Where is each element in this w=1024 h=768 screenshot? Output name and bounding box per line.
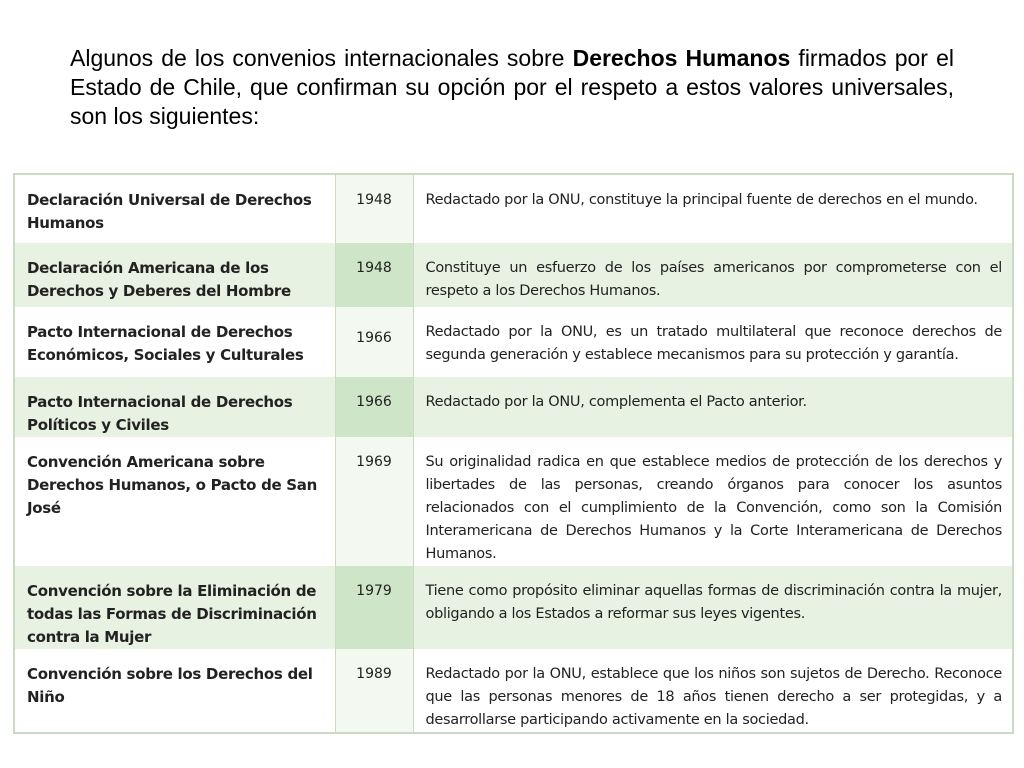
convention-name: Convención Americana sobre Derechos Humanos, o Pacto de San José xyxy=(14,437,335,566)
convention-year: 1989 xyxy=(335,649,413,733)
convention-year: 1948 xyxy=(335,174,413,243)
convention-name: Declaración Universal de Derechos Humanos xyxy=(14,174,335,243)
intro-text-after: firmados por el Estado de Chile, que confirman su opción por el respeto a estos valores universales, son los siguientes: xyxy=(70,45,954,129)
convention-year: 1966 xyxy=(335,307,413,377)
convention-description: Su originalidad radica en que establece medios de protección de los derechos y libertades de las personas, creando órganos para conocer los asuntos relacionados con el cumplimiento de la Convención, como son la Comisión Interamericana de Derechos Humanos y la Corte Interamericana de Derechos Humanos. xyxy=(413,437,1013,566)
table-row xyxy=(14,437,1013,566)
table-row xyxy=(14,377,1013,437)
convention-year: 1979 xyxy=(335,566,413,649)
convention-description: Redactado por la ONU, complementa el Pacto anterior. xyxy=(413,377,1013,437)
convention-description: Redactado por la ONU, establece que los niños son sujetos de Derecho. Reconoce que las personas menores de 18 años tienen derecho a ser protegidas, y a desarrollarse participando activamente en la sociedad. xyxy=(413,649,1013,733)
convention-year: 1948 xyxy=(335,243,413,307)
convention-name: Pacto Internacional de Derechos Políticos y Civiles xyxy=(14,377,335,437)
convention-description: Constituye un esfuerzo de los países americanos por comprometerse con el respeto a los Derechos Humanos. xyxy=(413,243,1013,307)
convention-description: Redactado por la ONU, constituye la principal fuente de derechos en el mundo. xyxy=(413,174,1013,243)
intro-text-before: Algunos de los convenios internacionales sobre xyxy=(70,45,573,71)
convention-description: Redactado por la ONU, es un tratado multilateral que reconoce derechos de segunda generación y establece mecanismos para su protección y garantía. xyxy=(413,307,1013,377)
intro-text-bold: Derechos Humanos xyxy=(572,45,791,71)
convention-description: Tiene como propósito eliminar aquellas formas de discriminación contra la mujer, obligando a los Estados a reformar sus leyes vigentes. xyxy=(413,566,1013,649)
convention-year: 1966 xyxy=(335,377,413,437)
conventions-table xyxy=(13,173,1014,734)
convention-name: Convención sobre la Eliminación de todas las Formas de Discriminación contra la Mujer xyxy=(14,566,335,649)
table-row xyxy=(14,174,1013,243)
table-row xyxy=(14,307,1013,377)
convention-year: 1969 xyxy=(335,437,413,566)
table-row xyxy=(14,649,1013,733)
intro-paragraph xyxy=(70,44,954,131)
table-row xyxy=(14,243,1013,307)
convention-name: Pacto Internacional de Derechos Económicos, Sociales y Culturales xyxy=(14,307,335,377)
convention-name: Declaración Americana de los Derechos y Deberes del Hombre xyxy=(14,243,335,307)
convention-name: Convención sobre los Derechos del Niño xyxy=(14,649,335,733)
table-row xyxy=(14,566,1013,649)
